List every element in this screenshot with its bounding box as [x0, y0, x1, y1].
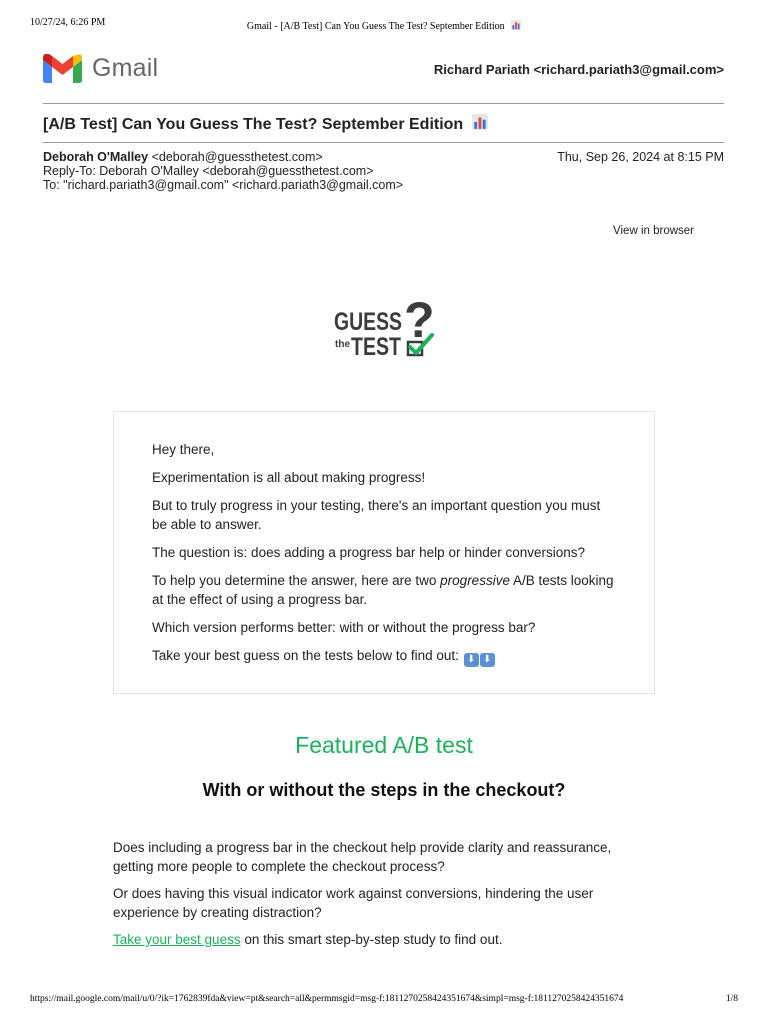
email-date: Thu, Sep 26, 2024 at 8:15 PM	[557, 150, 724, 164]
print-title: Gmail - [A/B Test] Can You Guess The Test? September Edition	[246, 21, 505, 32]
email-subject: [A/B Test] Can You Guess The Test? September Edition	[43, 114, 488, 134]
logo-the-text: the	[335, 339, 350, 350]
gmail-logo[interactable]	[43, 54, 158, 83]
intro-paragraph: The question is: does adding a progress bar help or hinder conversions?	[152, 545, 586, 560]
gmail-wordmark: Gmail	[92, 54, 159, 82]
featured-body	[113, 838, 643, 957]
intro-paragraph: Which version performs better: with or without the progress bar?	[152, 620, 536, 635]
intro-greeting: Hey there,	[152, 442, 215, 457]
account-label: Richard Pariath <richard.pariath3@gmail.com>	[433, 62, 724, 77]
best-guess-link[interactable]: Take your best guess	[113, 932, 241, 947]
page-number: 1/8	[725, 994, 738, 1004]
divider-top	[43, 103, 724, 104]
bar-chart-icon	[511, 20, 521, 30]
intro-paragraph: To help you determine the answer, here are two progressive A/B tests looking at the effect of using a progress bar.	[152, 573, 614, 607]
logo-test-text: TEST	[351, 333, 401, 359]
sender-name: Deborah O'Malley	[43, 150, 149, 164]
logo-question-mark: ?	[404, 293, 435, 348]
featured-paragraph: Or does having this visual indicator work against conversions, hindering the user experience by creating distraction?	[113, 886, 594, 920]
divider-subject	[43, 142, 724, 143]
featured-heading: Featured A/B test	[295, 732, 473, 758]
down-arrow-icon: ⬇	[480, 653, 495, 667]
intro-paragraph: Experimentation is all about making progress!	[152, 470, 426, 485]
sender-email: <deborah@guessthetest.com>	[151, 150, 323, 164]
print-url: https://mail.google.com/mail/u/0/?ik=1762839fda&view=pt&search=all&permmsgid=msg-f:1811270258424351674&simpl=msg-f:1811270258424351674	[30, 994, 624, 1004]
gmail-m-icon	[43, 54, 82, 83]
gmail-header	[43, 54, 724, 86]
guess-the-test-logo	[332, 293, 436, 359]
print-footer	[30, 994, 738, 1004]
down-arrow-icon: ⬇	[464, 653, 479, 667]
print-datetime: 10/27/24, 6:26 PM	[30, 17, 106, 28]
intro-paragraph: But to truly progress in your testing, there's an important question you must be able to answer.	[152, 498, 601, 532]
reply-to: Reply-To: Deborah O'Malley <deborah@guessthetest.com>	[43, 164, 374, 178]
featured-paragraph: Take your best guess on this smart step-by-step study to find out.	[113, 932, 503, 947]
featured-paragraph: Does including a progress bar in the checkout help provide clarity and reassurance, getting more people to complete the checkout process?	[113, 840, 612, 874]
intro-cta: Take your best guess on the tests below to find out: ⬇ ⬇	[152, 646, 616, 667]
email-meta	[43, 150, 724, 192]
intro-card	[113, 411, 655, 694]
featured-question: With or without the steps in the checkout?	[202, 780, 566, 800]
logo-guess-text: GUESS	[334, 308, 402, 336]
view-in-browser-link[interactable]: View in browser	[613, 225, 694, 237]
recipient: To: "richard.pariath3@gmail.com" <richard.pariath3@gmail.com>	[43, 178, 404, 192]
bar-chart-icon	[472, 114, 488, 130]
